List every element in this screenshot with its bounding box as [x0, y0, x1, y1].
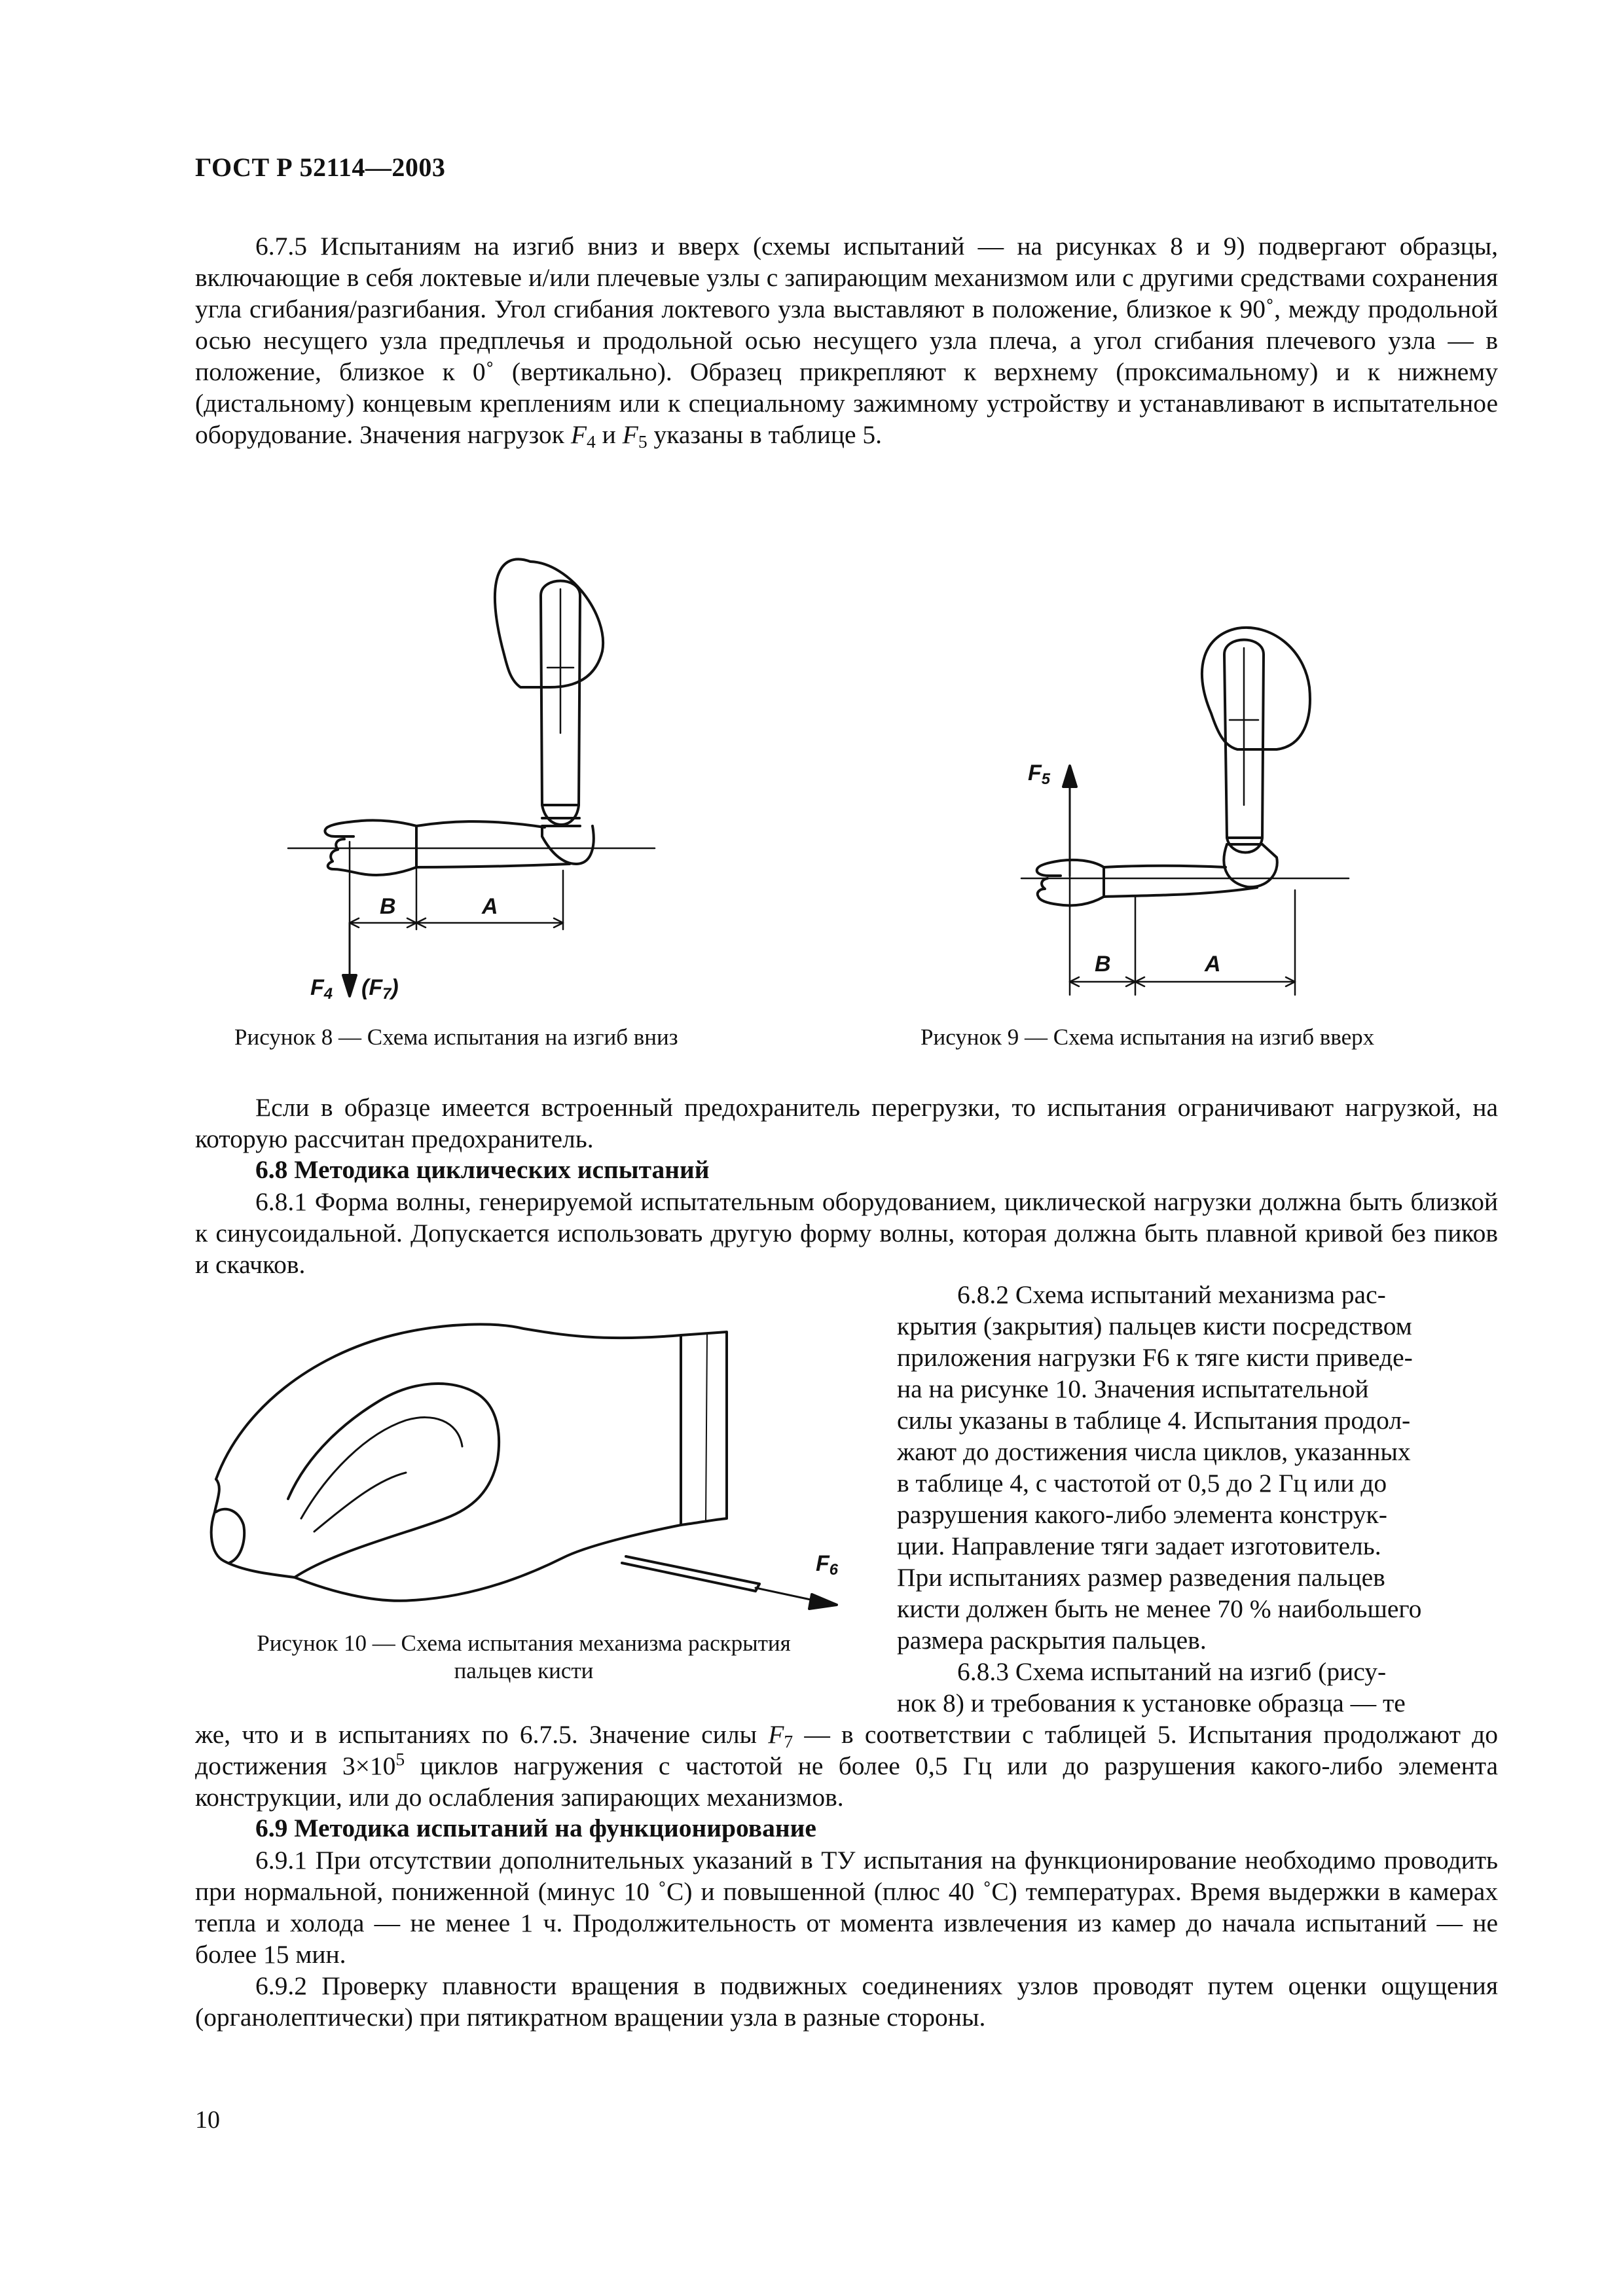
force-index: 6 — [829, 1560, 839, 1579]
dimension-label-b: B — [380, 894, 396, 919]
section-heading-6-9: 6.9 Методика испытаний на функционирование — [255, 1814, 816, 1842]
dimension-label-b: B — [1095, 952, 1111, 977]
elbow-joint — [542, 826, 594, 864]
pull-rod — [622, 1556, 759, 1591]
paragraph-6-8-2-line: ции. Направление тяги задает изготовитель. — [897, 1532, 1381, 1560]
paragraph-6-9-2: 6.9.2 Проверку плавности вращения в подвижных соединениях узлов проводят путем оценки ощущения (органолептически) при пятикратном вращении узла в разные стороны. — [195, 1971, 1498, 2032]
figure-10-caption-line-2: пальцев кисти — [454, 1658, 594, 1683]
force-index: 7 — [784, 1731, 793, 1751]
loads-suffix: указаны в таблице 5. — [653, 420, 883, 449]
force-label-f7 — [361, 975, 399, 1001]
paragraph-6-8-2-line: на на рисунке 10. Значения испытательной — [897, 1374, 1369, 1403]
figure-9 — [1021, 609, 1388, 1014]
figure-10 — [196, 1302, 851, 1617]
dimension-extensions — [350, 842, 563, 942]
text-segment: — в соответствии с таблицей 5. Испытания продолжают до достижения 3×10 — [195, 1720, 1499, 1780]
paragraph-6-8-2-line: жают до достижения числа циклов, указанных — [897, 1437, 1411, 1466]
force-symbol: F — [310, 975, 324, 1000]
dimension-label-a: A — [482, 894, 498, 919]
force-label-f6 — [816, 1551, 838, 1577]
paragraph-6-7-5 — [195, 230, 1498, 450]
shoulder-shape — [1202, 628, 1310, 749]
paragraph-6-8-2-line: кисти должен быть не менее 70 % наибольшего — [897, 1594, 1422, 1623]
loads-prefix: Значения нагрузок — [359, 420, 564, 449]
text-segment: циклов нагружения с частотой не более 0,5 Гц или до разрушения какого-либо элемента конструкции, или до ослабления запирающих механизмов. — [195, 1751, 1498, 1812]
force-label-f4 — [310, 975, 333, 1001]
hand-back-contour — [216, 1324, 681, 1479]
figure-9-caption: Рисунок 9 — Схема испытания на изгиб вверх — [921, 1024, 1375, 1050]
section-heading-6-8: 6.8 Методика циклических испытаний — [255, 1155, 710, 1184]
figure-8-drawing — [288, 524, 655, 1008]
paragraph-6-8-2-line: При испытаниях размер разведения пальцев — [897, 1563, 1385, 1592]
paragraph-6-9-1: 6.9.1 При отсутствии дополнительных указаний в ТУ испытания на функционирование необходимо проводить при нормальной, пониженной (минус 10 ˚С) и повышенной (плюс 40 ˚С) температурах. Время выдержки в камерах тепла и холода — не менее 1 ч. Продолжительность от момента извлечения из камер до начала испытаний — не более 15 мин. — [195, 1846, 1498, 1969]
paragraph-6-8-2-line: приложения нагрузки F6 к тяге кисти приведе- — [897, 1343, 1413, 1372]
figure-10-drawing — [196, 1302, 851, 1617]
force-arrow-head — [809, 1594, 837, 1609]
paragraph-6-8-3-continuation — [195, 1719, 1498, 1813]
paragraph-overload: Если в образце имеется встроенный предохранитель перегрузки, то испытания ограничивают нагрузкой, на которую рассчитан предохранитель. — [195, 1093, 1498, 1153]
force-symbol: (F — [361, 975, 383, 1000]
paragraph-6-8-2 — [897, 1279, 1498, 1719]
force-symbol: F — [570, 420, 587, 449]
force-symbol: F — [768, 1720, 784, 1749]
force-bracket: ) — [391, 975, 399, 1000]
figure-8 — [288, 524, 655, 1008]
force-symbol: F — [816, 1551, 830, 1576]
paragraph-6-8-2-line: разрушения какого-либо элемента конструк- — [897, 1500, 1387, 1529]
page-number: 10 — [195, 2106, 220, 2134]
figure-10-caption — [196, 1630, 851, 1685]
force-symbol: F — [1028, 761, 1042, 785]
cuff-shape — [681, 1332, 727, 1525]
figure-10-caption-line-1: Рисунок 10 — Схема испытания механизма раскрытия — [257, 1630, 791, 1656]
paragraph-6-8-2-line: крытия (закрытия) пальцев кисти посредством — [897, 1312, 1412, 1340]
cuff-fold — [706, 1334, 707, 1522]
thumb-nail — [216, 1509, 244, 1563]
paragraph-6-8-2-line: силы указаны в таблице 4. Испытания продол- — [897, 1406, 1411, 1435]
force-arrow-head — [343, 975, 356, 996]
conjunction: и — [602, 420, 616, 449]
force-label-f5 — [1028, 761, 1050, 786]
force-index: 5 — [638, 431, 647, 452]
thumb-tip — [211, 1479, 295, 1577]
document-code-header: ГОСТ Р 52114—2003 — [195, 152, 446, 182]
paragraph-6-8-2-line: в таблице 4, с частотой от 0,5 до 2 Гц или до — [897, 1469, 1387, 1498]
force-index: 4 — [323, 984, 333, 1003]
paragraph-6-8-3-line-2: нок 8) и требования к установке образца — те — [897, 1689, 1406, 1717]
paragraph-6-8-2-line: размера раскрытия пальцев. — [897, 1626, 1207, 1655]
exponent: 5 — [395, 1749, 405, 1770]
force-index: 7 — [382, 984, 392, 1003]
paragraph-6-8-2-line: 6.8.2 Схема испытаний механизма рас- — [957, 1280, 1386, 1309]
text-segment: же, что и в испытаниях по 6.7.5. Значение силы — [195, 1720, 757, 1749]
finger-crease — [314, 1473, 406, 1532]
force-index: 4 — [586, 431, 596, 452]
paragraph-6-8-1: 6.8.1 Форма волны, генерируемой испытательным оборудованием, циклической нагрузки должна быть близкой к синусоидальной. Допускается использовать другую форму волны, которая должна быть плавной кривой без пиков и скачков. — [195, 1187, 1498, 1279]
force-symbol: F — [622, 420, 638, 449]
dimension-label-a: A — [1205, 952, 1221, 977]
force-arrow-head — [1063, 766, 1076, 787]
force-index: 5 — [1041, 770, 1051, 788]
figure-8-caption: Рисунок 8 — Схема испытания на изгиб вниз — [234, 1024, 678, 1050]
finger-inner-line — [301, 1418, 462, 1518]
paragraph-6-8-3-line-1: 6.8.3 Схема испытаний на изгиб (рису- — [957, 1657, 1387, 1686]
elbow-rings — [1227, 838, 1262, 844]
paragraph-6-7-5-text: 6.7.5 Испытаниям на изгиб вниз и вверх (схемы испытаний — на рисунках 8 и 9) подвергают образцы, включающие в себя локтевые и/или плечевые узлы с запирающим механизмом или с другими средствами сохранения угла сгибания/разгибания. Угол сгибания локтевого узла выставляют в положение, близкое к 90˚, между продольной осью несущего узла предплечья и продольной осью несущего узла плеча, а угол сгибания плечевого узла — в положение, близкое к 0˚ (вертикально). Образец прикрепляют к верхнему (проксимальному) и к нижнему (дистальному) концевым креплениям или к специальному зажимному устройству и устанавливают в испытательное оборудование. — [195, 232, 1498, 449]
finger-curl — [288, 1384, 499, 1577]
